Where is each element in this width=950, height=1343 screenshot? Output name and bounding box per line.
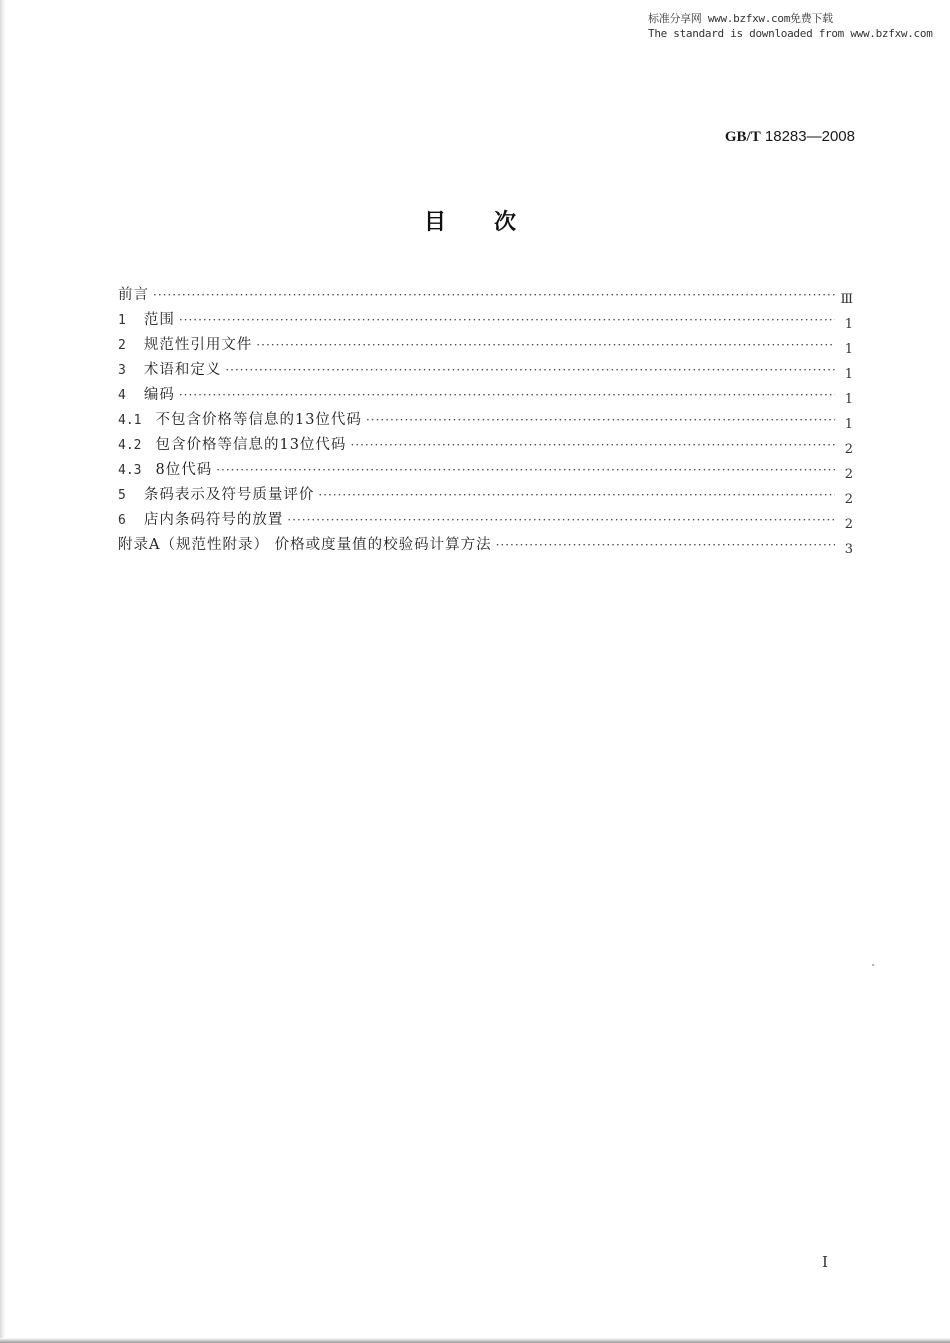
toc-entry-page: 1 [844, 392, 853, 407]
toc-entry-number: 5 [118, 488, 126, 503]
toc-entry-number: 6 [118, 513, 126, 528]
toc-entry-label: 编码 [143, 387, 175, 403]
toc-entry-number: 3 [118, 363, 126, 378]
toc-entry-label: 前言 [118, 287, 149, 303]
dot-leader [350, 433, 835, 458]
toc-entry-scope[interactable] [118, 308, 853, 333]
page-left-edge [0, 0, 6, 1343]
dot-leader [496, 533, 835, 558]
table-of-contents [118, 283, 853, 558]
toc-entry-number: 1 [118, 313, 126, 328]
toc-entry-page: Ⅲ [840, 292, 853, 307]
dot-leader [179, 308, 835, 333]
standard-prefix: GB/T [724, 129, 761, 145]
toc-entry-page: 1 [844, 317, 853, 332]
toc-entry-4-3[interactable] [118, 458, 853, 483]
toc-entry-coding[interactable] [118, 383, 853, 408]
scan-speck [872, 964, 874, 966]
toc-entry-symbol-placement[interactable] [118, 508, 853, 533]
dot-leader [287, 508, 835, 533]
toc-entry-label: 包含价格等信息的13位代码 [155, 437, 347, 453]
toc-entry-page: 1 [844, 417, 853, 432]
toc-entry-label: 条码表示及符号质量评价 [143, 487, 315, 503]
toc-entry-page: 2 [844, 442, 853, 457]
dot-leader [256, 333, 835, 358]
toc-entry-page: 2 [844, 517, 853, 532]
toc-entry-label: 规范性引用文件 [143, 337, 253, 353]
toc-entry-label: 店内条码符号的放置 [143, 512, 284, 528]
download-watermark [648, 11, 933, 41]
standard-code: 18283—2008 [764, 128, 855, 145]
page-bottom-edge [0, 1338, 950, 1343]
toc-entry-4-1[interactable] [118, 408, 853, 433]
page-folio: I [822, 1253, 828, 1271]
toc-entry-annex-a[interactable] [118, 533, 853, 558]
toc-entry-number: 4 [118, 388, 126, 403]
toc-entry-page: 1 [844, 367, 853, 382]
toc-entry-normative-references[interactable] [118, 333, 853, 358]
dot-leader [153, 283, 835, 308]
toc-entry-page: 1 [844, 342, 853, 357]
dot-leader [216, 458, 835, 483]
dot-leader [366, 408, 835, 433]
toc-entry-label: 8位代码 [155, 462, 213, 478]
dot-leader [225, 358, 835, 383]
toc-entry-label: 术语和定义 [143, 362, 222, 378]
watermark-line-english: The standard is downloaded from www.bzfxw.com [648, 27, 933, 40]
dot-leader [318, 483, 835, 508]
toc-entry-page: 2 [844, 467, 853, 482]
toc-title: 目次 [423, 210, 564, 235]
toc-entry-terms-definitions[interactable] [118, 358, 853, 383]
toc-entry-foreword[interactable] [118, 283, 853, 308]
toc-entry-number: 2 [118, 338, 126, 353]
toc-entry-label: 范围 [143, 312, 175, 328]
toc-entry-number: 4.2 [118, 438, 142, 453]
toc-entry-page: 3 [844, 542, 853, 557]
toc-entry-number: 4.3 [118, 463, 142, 478]
toc-entry-symbol-quality[interactable] [118, 483, 853, 508]
toc-entry-label: 不包含价格等信息的13位代码 [155, 412, 362, 428]
watermark-line-chinese: 标准分享网 www.bzfxw.com免费下载 [648, 12, 833, 25]
toc-entry-number: 4.1 [118, 413, 142, 428]
toc-entry-label: 附录A（规范性附录） 价格或度量值的校验码计算方法 [118, 537, 492, 553]
toc-entry-page: 2 [844, 492, 853, 507]
dot-leader [179, 383, 835, 408]
toc-entry-4-2[interactable] [118, 433, 853, 458]
standard-number [725, 128, 855, 146]
